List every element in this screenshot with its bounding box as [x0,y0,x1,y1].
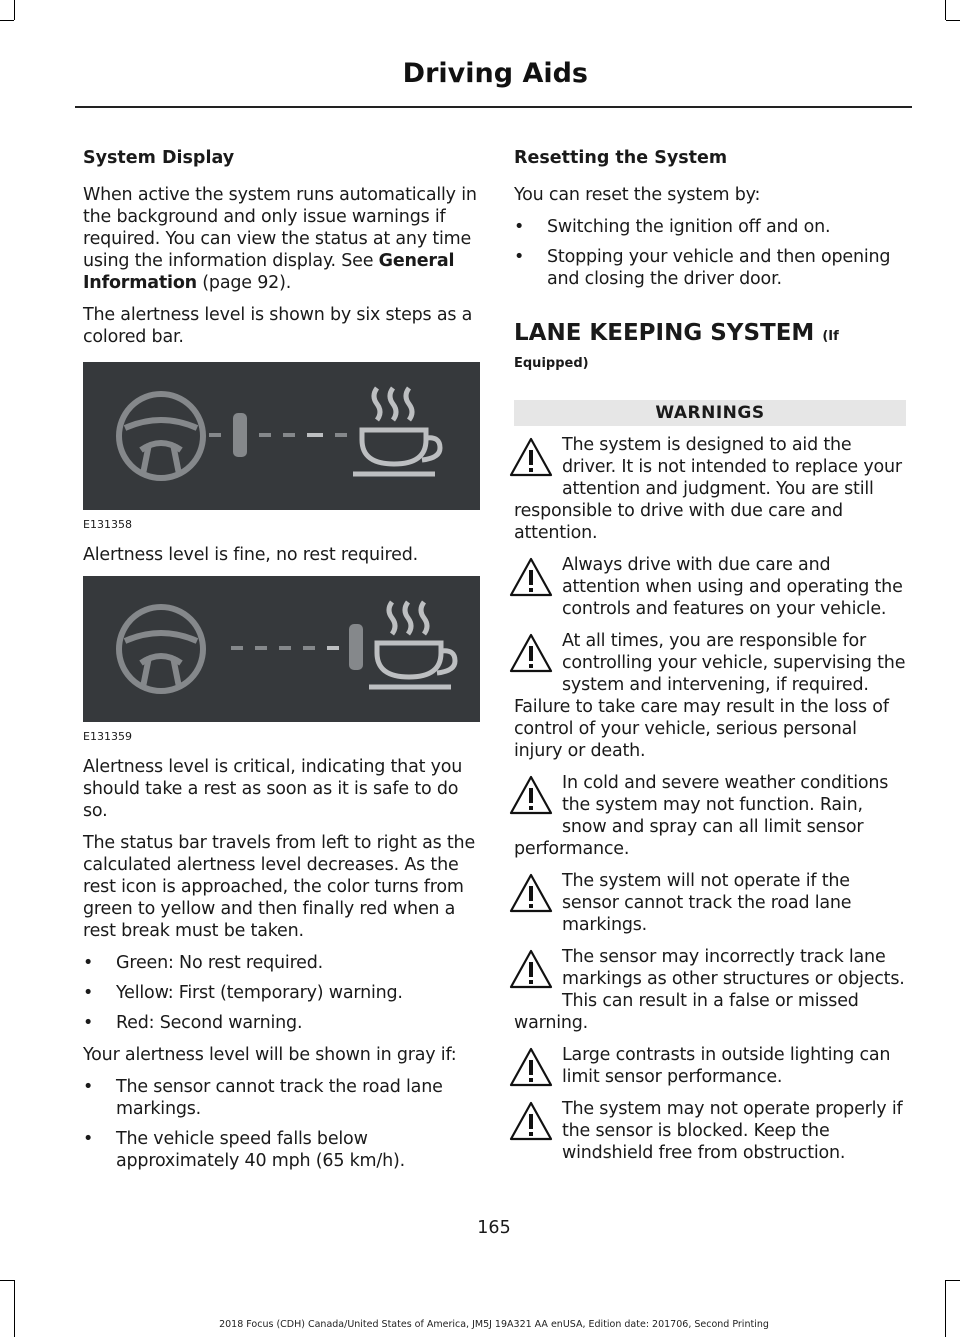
para-text: When active the system runs automatically in the background and only issue warnings if required. You can view the status at any time using the information display. See [83,185,477,271]
lane-keeping-section-title [514,320,906,350]
page-header-title: Driving Aids [402,58,588,89]
para-text: (page 92). [196,273,292,293]
list-item: • Stopping your vehicle and then opening and closing the driver door. [514,246,906,290]
status-bar [209,413,347,457]
warning-text: The system is designed to aid the driver. It is not intended to replace your attention and judgment. You are still responsible to drive with due care and attention. [514,435,902,543]
crop-mark [14,0,15,20]
warning-text: At all times, you are responsible for controlling your vehicle, supervising the system and intervening, if required. Failure to take care may result in the loss of control of your vehicle, serious personal injury or death. [514,631,906,761]
warning-triangle-icon [508,1100,558,1144]
section-title-continuation: Equipped) [514,356,589,371]
warning-item [514,434,906,544]
resetting-heading: Resetting the System [514,148,728,168]
reset-intro: You can reset the system by: [514,185,761,205]
list-item: • The sensor cannot track the road lane markings. [83,1076,478,1120]
figure-code: E131359 [83,730,132,743]
alertness-fine-illustration [83,362,480,510]
status-bar-paragraph: The status bar travels from left to right as the calculated alertness level decreases. As the rest icon is approached, the color turns from green to yellow and then finally red when a rest break must be taken. [83,833,476,941]
list-item: • The vehicle speed falls below approximately 40 mph (65 km/h). [83,1128,478,1172]
section-title-text: LANE KEEPING SYSTEM [514,320,815,346]
list-item: • Green: No rest required. [83,952,478,974]
alertness-critical-figure [83,576,480,722]
steering-wheel-icon [119,394,203,478]
status-bar [231,624,363,670]
list-item: • Red: Second warning. [83,1012,478,1034]
crop-mark [0,1280,14,1281]
warning-triangle-icon [508,556,558,600]
warning-item [514,870,906,936]
page-number: 165 [477,1218,511,1238]
right-column [514,146,906,1174]
list-item: • Switching the ignition off and on. [514,216,906,238]
steering-wheel-icon [119,607,203,691]
warnings-heading: WARNINGS [514,400,906,426]
critical-paragraph: Alertness level is critical, indicating that you should take a rest as soon as it is safe to do so. [83,757,463,821]
reset-bullet-list [514,216,906,290]
warning-triangle-icon [508,1046,558,1090]
figure-caption: Alertness level is fine, no rest required. [83,545,419,565]
color-bullet-list [83,952,478,1034]
warning-item [514,1044,906,1088]
warning-triangle-icon [508,872,558,916]
alertness-intro-paragraph: The alertness level is shown by six steps as a colored bar. [83,305,473,347]
warning-triangle-icon [508,948,558,992]
crop-mark [0,20,14,21]
warning-triangle-icon [508,774,558,818]
warning-text: The system will not operate if the sensor cannot track the road lane markings. [562,871,852,935]
warning-text: The system may not operate properly if the sensor is blocked. Keep the windshield free from obstruction. [562,1099,903,1163]
warning-text: In cold and severe weather conditions the system may not function. Rain, snow and spray can all limit sensor performance. [514,773,889,859]
warning-triangle-icon [508,632,558,676]
warning-text: Always drive with due care and attention when using and operating the controls and features on your vehicle. [562,555,903,619]
header-rule [75,106,912,108]
gray-paragraph: Your alertness level will be shown in gray if: [83,1045,457,1065]
gray-bullet-list [83,1076,478,1172]
warning-item [514,772,906,860]
system-display-heading: System Display [83,148,235,168]
warning-item [514,630,906,762]
left-column [83,146,478,1182]
alertness-fine-figure [83,362,480,510]
figure-code: E131358 [83,518,132,531]
alertness-critical-illustration [83,576,480,722]
crop-mark [946,1280,960,1281]
general-information-link[interactable]: General Information [83,251,455,293]
system-display-paragraph [83,184,478,294]
crop-mark [945,0,946,20]
warning-item [514,554,906,620]
warning-text: Large contrasts in outside lighting can limit sensor performance. [562,1045,891,1087]
warnings-list [514,434,906,1164]
section-title-suffix: (If [822,329,839,344]
coffee-cup-icon [369,602,455,687]
page-footer: 2018 Focus (CDH) Canada/United States of America, JM5J 19A321 AA enUSA, Edition date: 201706, Second Printing [219,1319,769,1330]
warning-text: The sensor may incorrectly track lane markings as other structures or objects. This can result in a false or missed warning. [514,947,905,1033]
list-item: • Yellow: First (temporary) warning. [83,982,478,1004]
warning-triangle-icon [508,436,558,480]
coffee-cup-icon [353,388,440,474]
crop-mark [946,20,960,21]
warning-item [514,1098,906,1164]
warning-item [514,946,906,1034]
